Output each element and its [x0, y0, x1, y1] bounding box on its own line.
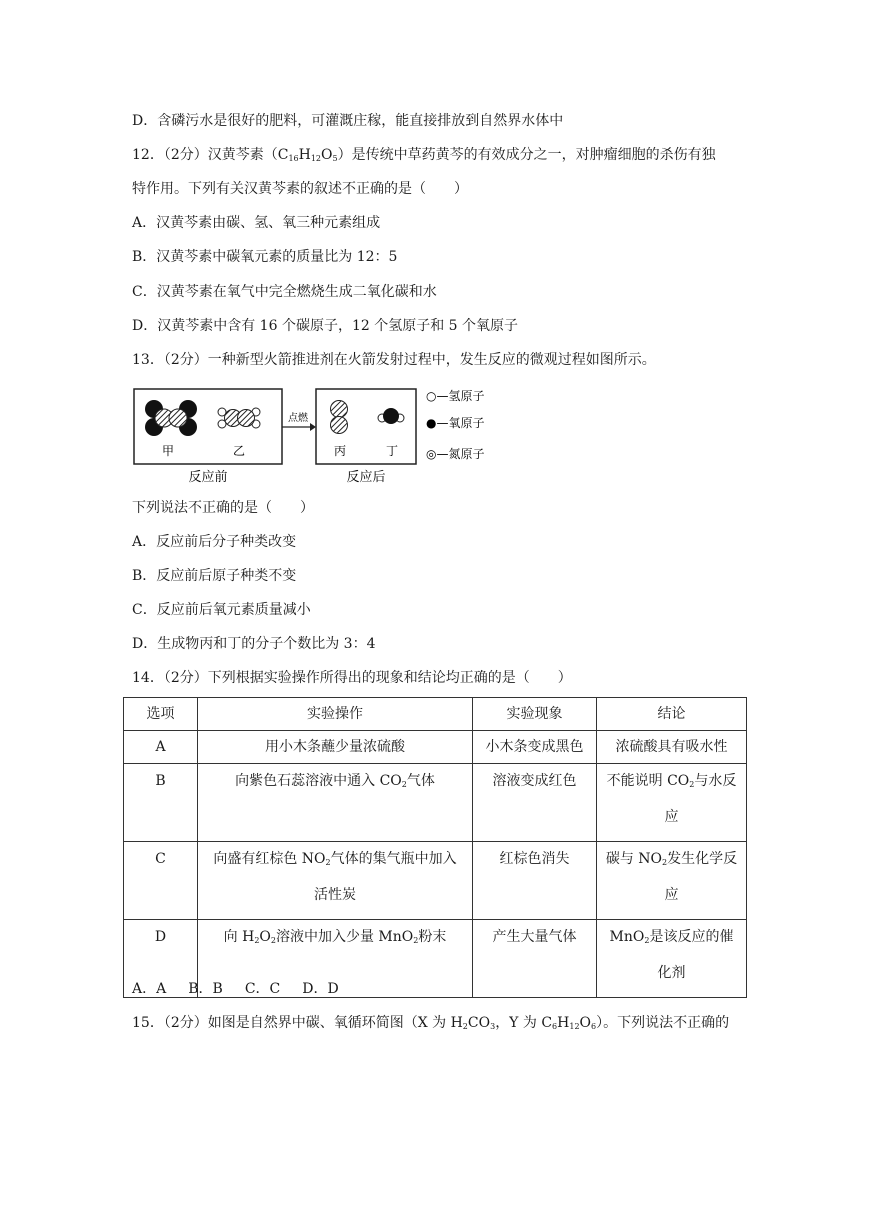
label-ding: 丁 [385, 444, 399, 458]
legend-oxygen: ●—氧原子 [426, 416, 485, 430]
row-operation: 用小木条蘸少量浓硫酸 [198, 731, 473, 764]
q12-option-d: D．汉黄芩素中含有 16 个碳原子，12 个氢原子和 5 个氧原子 [132, 318, 519, 334]
arrow-label: 点燃 [288, 413, 308, 424]
row-conclusion: 浓硫酸具有吸水性 [597, 731, 747, 764]
header-operation: 实验操作 [198, 698, 473, 731]
q13-question: 下列说法不正确的是（ ） [132, 500, 314, 516]
legend-nitrogen: ◎—氮原子 [426, 447, 485, 461]
q12-stem: 12．（2分）汉黄芩素$(C_{16}H_{12}O_5)$是传统中草药黄芩的有效成分之一，对肿瘤细胞的杀伤有独 [132, 147, 716, 163]
q13-stem: 13．（2分）一种新型火箭推进剂在火箭发射过程中，发生反应的微观过程如图所示。 [132, 352, 656, 368]
q12-option-c: C．汉黄芩素在氧气中完全燃烧生成二氧化碳和水 [132, 284, 437, 300]
header-option: 选项 [124, 698, 198, 731]
row-operation: 向 $H_2O_2$溶液中加入少量 MnO$_2$粉末 [198, 920, 473, 998]
q14-options [132, 979, 361, 999]
q12-option-a: A．汉黄芩素由碳、氢、氧三种元素组成 [132, 215, 381, 231]
molecule-yi [218, 408, 260, 428]
label-jia: 甲 [161, 444, 175, 458]
table-header-row [124, 698, 747, 731]
label-yi: 乙 [232, 444, 246, 458]
q14-option-d: D．D [302, 981, 339, 997]
q13-option-a: A．反应前后分子种类改变 [132, 534, 297, 550]
row-conclusion: 不能说明 $CO_2$与水反 应 [597, 764, 747, 842]
q11-option-d: D．含磷污水是很好的肥料，可灌溉庄稼，能直接排放到自然界水体中 [132, 113, 564, 129]
table-row [124, 731, 747, 764]
row-phenomenon: 小木条变成黑色 [473, 731, 597, 764]
q12-stem-line2: 特作用。下列有关汉黄芩素的叙述不正确的是（ ） [132, 181, 468, 197]
row-phenomenon: 溶液变成红色 [473, 764, 597, 842]
q13-option-c: C．反应前后氧元素质量减小 [132, 602, 311, 618]
row-option: D [124, 920, 198, 998]
row-option: A [124, 731, 198, 764]
row-phenomenon: 产生大量气体 [473, 920, 597, 998]
experiment-table [123, 697, 747, 998]
q14-stem: 14．（2分）下列根据实验操作所得出的现象和结论均正确的是（ ） [132, 670, 572, 686]
label-before: 反应前 [188, 470, 228, 485]
q13-option-d: D．生成物丙和丁的分子个数比为 3：4 [132, 636, 376, 652]
row-phenomenon: 红棕色消失 [473, 842, 597, 920]
molecule-bing [331, 401, 348, 434]
table-row [124, 764, 747, 842]
q14-option-b: B．B [188, 981, 223, 997]
header-phenomenon: 实验现象 [473, 698, 597, 731]
reaction-diagram [130, 385, 510, 490]
row-operation: 向紫色石蕊溶液中通入 $CO_2$气体 [198, 764, 473, 842]
row-conclusion: MnO$_2$是该反应的催 化剂 [597, 920, 747, 998]
q12-option-b: B．汉黄芩素中碳氧元素的质量比为 12：5 [132, 249, 398, 265]
table-row [124, 842, 747, 920]
legend-hydrogen: ○—氢原子 [426, 389, 485, 403]
row-option: B [124, 764, 198, 842]
molecule-jia [145, 400, 197, 436]
label-after: 反应后 [346, 470, 386, 485]
row-conclusion: 碳与 $NO_2$发生化学反 应 [597, 842, 747, 920]
row-operation: 向盛有红棕色 $NO_2$气体的集气瓶中加入 活性炭 [198, 842, 473, 920]
molecule-ding [378, 408, 404, 424]
label-bing: 丙 [333, 444, 347, 458]
row-option: C [124, 842, 198, 920]
q14-option-a: A．A [132, 981, 167, 997]
header-conclusion: 结论 [597, 698, 747, 731]
q13-option-b: B．反应前后原子种类不变 [132, 568, 297, 584]
q15-stem: 15．（2分）如图是自然界中碳、氧循环简图（X 为 $H_2CO_3$，Y 为 $C_6H_{12}O_6$）。下列说法不正确的 [132, 1015, 730, 1031]
q14-option-c: C．C [244, 981, 281, 997]
